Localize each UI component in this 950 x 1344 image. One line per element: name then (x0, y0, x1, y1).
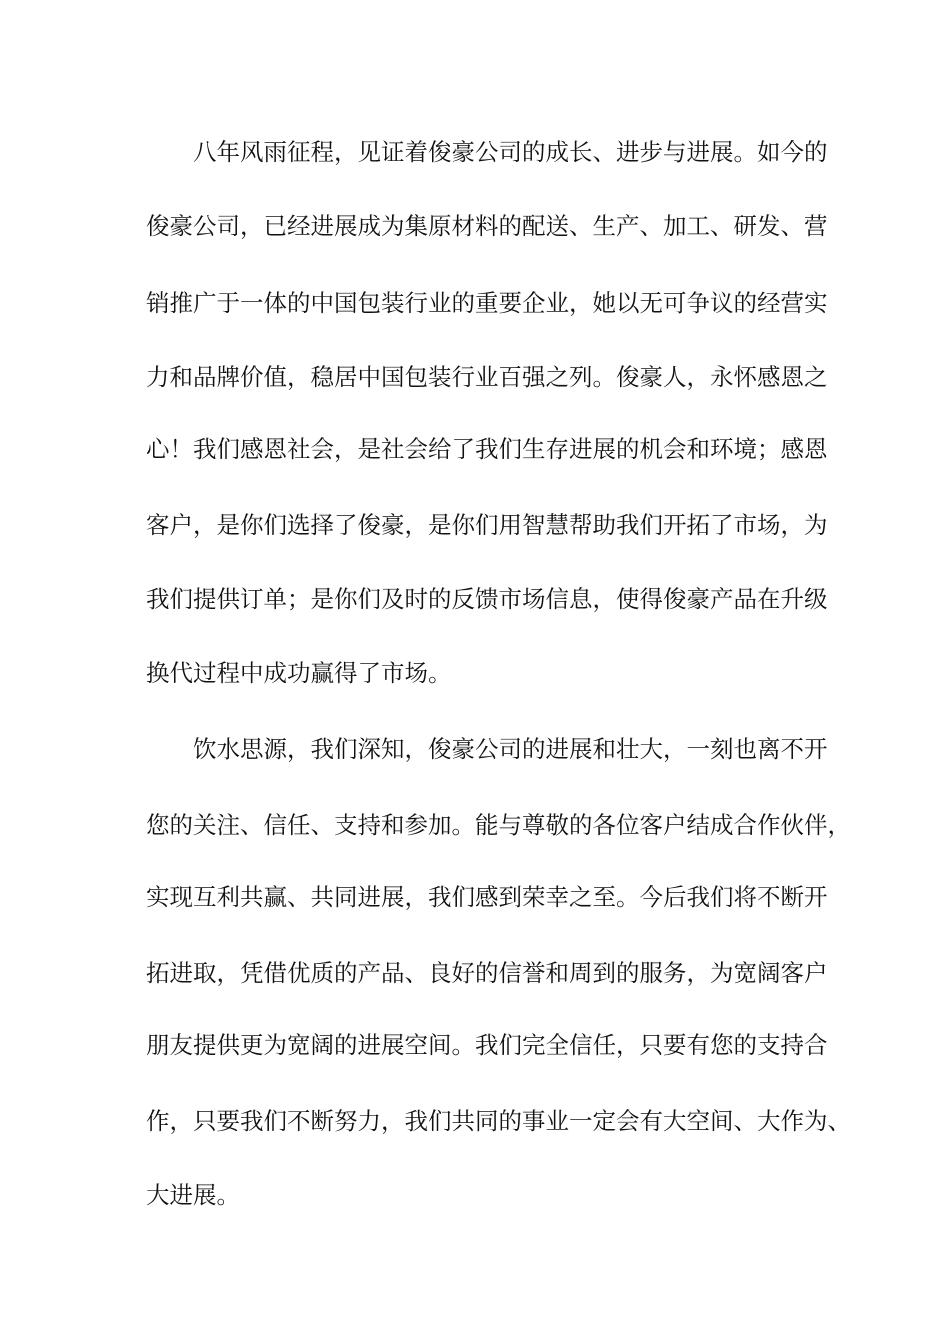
paragraph-1-line-4: 力和品牌价值，稳居中国包装行业百强之列。俊豪人，永怀感恩之 (146, 363, 828, 391)
paragraph-1-line-8: 换代过程中成功赢得了市场。 (146, 659, 452, 687)
paragraph-2-line-7: 大进展。 (146, 1181, 240, 1209)
paragraph-2-line-2: 您的关注、信任、支持和参加。能与尊敬的各位客户结成合作伙伴， (146, 811, 851, 839)
paragraph-2-line-3: 实现互利共赢、共同进展，我们感到荣幸之至。今后我们将不断开 (146, 883, 828, 911)
paragraph-2-line-1: 饮水思源，我们深知，俊豪公司的进展和壮大，一刻也离不开 (193, 735, 828, 763)
paragraph-1-line-2: 俊豪公司，已经进展成为集原材料的配送、生产、加工、研发、营 (146, 212, 828, 240)
paragraph-1-line-5: 心！我们感恩社会，是社会给了我们生存进展的机会和环境；感恩 (146, 435, 828, 463)
paragraph-2-line-6: 作，只要我们不断努力，我们共同的事业一定会有大空间、大作为、 (146, 1107, 851, 1135)
paragraph-1-line-1: 八年风雨征程，见证着俊豪公司的成长、进步与进展。如今的 (193, 138, 828, 166)
paragraph-1-line-7: 我们提供订单；是你们及时的反馈市场信息，使得俊豪产品在升级 (146, 585, 828, 613)
paragraph-2-line-4: 拓进取，凭借优质的产品、良好的信誉和周到的服务，为宽阔客户 (146, 959, 828, 987)
paragraph-1-line-3: 销推广于一体的中国包装行业的重要企业，她以无可争议的经营实 (146, 289, 828, 317)
paragraph-2-line-5: 朋友提供更为宽阔的进展空间。我们完全信任，只要有您的支持合 (146, 1031, 828, 1059)
paragraph-1-line-6: 客户，是你们选择了俊豪，是你们用智慧帮助我们开拓了市场，为 (146, 511, 828, 539)
